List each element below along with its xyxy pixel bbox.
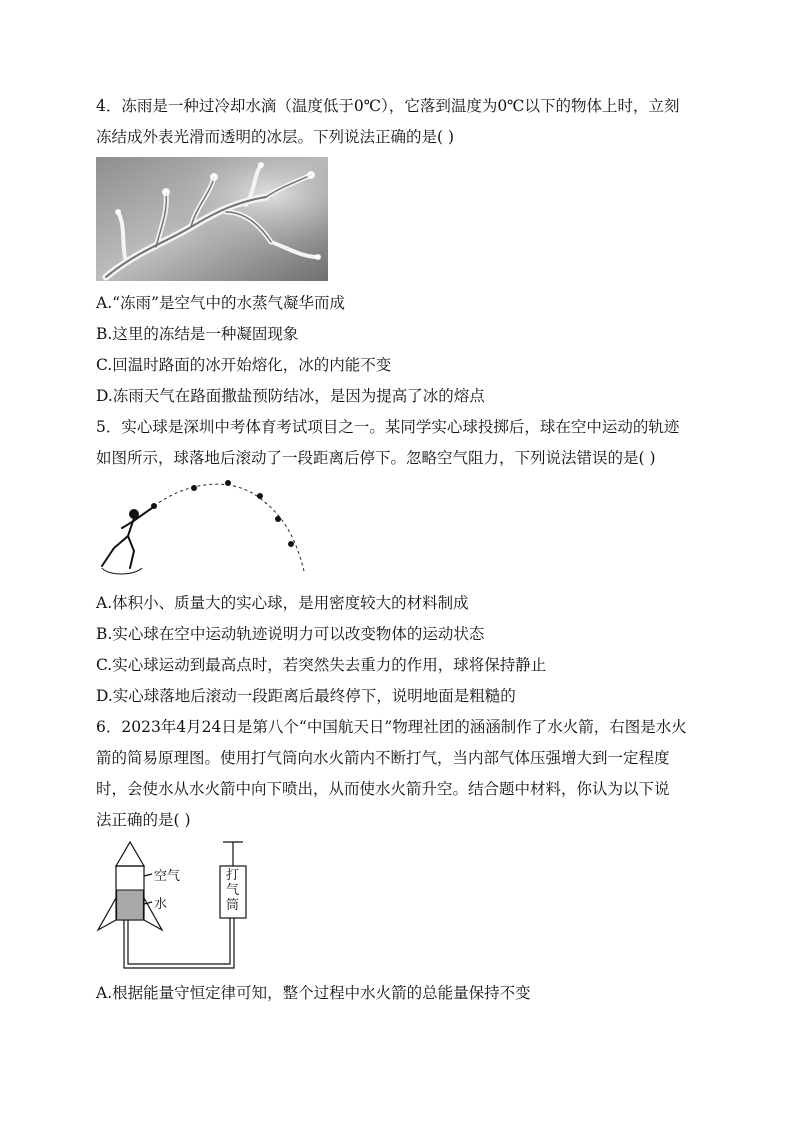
q4-stem-line1: 4．冻雨是一种过冷却水滴（温度低于0℃），它落到温度为0℃以下的物体上时，立刻 xyxy=(96,97,680,115)
water-label: 水 xyxy=(154,897,168,912)
pump-label-1: 打 xyxy=(226,868,240,883)
ice-branch-image xyxy=(96,157,328,281)
pump-handle xyxy=(223,842,243,866)
trajectory-diagram xyxy=(94,476,314,586)
freezing-rain-photo xyxy=(96,157,328,281)
water-region xyxy=(117,890,144,920)
q5-stem-line1: 5．实心球是深圳中考体育考试项目之一。某同学实心球投掷后，球在空中运动的轨迹 xyxy=(96,418,680,436)
q5-option-b: B.实心球在空中运动轨迹说明力可以改变物体的运动状态 xyxy=(96,625,485,643)
rocket-left-fin xyxy=(98,898,116,930)
ball-positions xyxy=(151,480,294,547)
q6-stem-line2: 箭的简易原理图。使用打气筒向水火箭内不断打气，当内部气体压强增大到一定程度 xyxy=(96,749,670,767)
q6-stem-line1: 6．2023年4月24日是第八个“中国航天日”物理社团的涵涵制作了水火箭，右图是水火 xyxy=(96,718,687,736)
q4-option-c: C.回温时路面的冰开始熔化，冰的内能不变 xyxy=(96,356,392,374)
q6-stem-line4: 法正确的是( ) xyxy=(96,811,191,829)
shot-put-figure xyxy=(94,476,314,586)
q5-option-c: C.实心球运动到最高点时，若突然失去重力的作用，球将保持静止 xyxy=(96,656,547,674)
water-rocket-diagram xyxy=(94,838,264,972)
pump-label-3: 筒 xyxy=(226,898,240,913)
air-pipe xyxy=(124,918,234,968)
air-label: 空气 xyxy=(154,869,181,884)
q6-stem-line3: 时，会使水从水火箭中向下喷出，从而使水火箭升空。结合题中材料，你认为以下说 xyxy=(96,780,670,798)
q5-option-a: A.体积小、质量大的实心球，是用密度较大的材料制成 xyxy=(96,594,469,612)
pump-label-2: 气 xyxy=(226,883,240,898)
q5-stem-line2: 如图所示，球落地后滚动了一段距离后停下。忽略空气阻力，下列说法错误的是( ) xyxy=(96,449,656,467)
q6-option-a: A.根据能量守恒定律可知，整个过程中水火箭的总能量保持不变 xyxy=(96,984,531,1002)
q5-option-d: D.实心球落地后滚动一段距离后最终停下，说明地面是粗糙的 xyxy=(96,687,516,705)
athlete-icon xyxy=(102,508,152,568)
rocket-nose xyxy=(116,842,144,866)
q4-stem-line2: 冻结成外表光滑而透明的冰层。下列说法正确的是( ) xyxy=(96,128,455,146)
q4-option-b: B.这里的冻结是一种凝固现象 xyxy=(96,325,299,343)
q4-option-a: A.“冻雨”是空气中的水蒸气凝华而成 xyxy=(96,294,345,312)
q4-option-d: D.冻雨天气在路面撒盐预防结冰，是因为提高了冰的熔点 xyxy=(96,387,485,405)
